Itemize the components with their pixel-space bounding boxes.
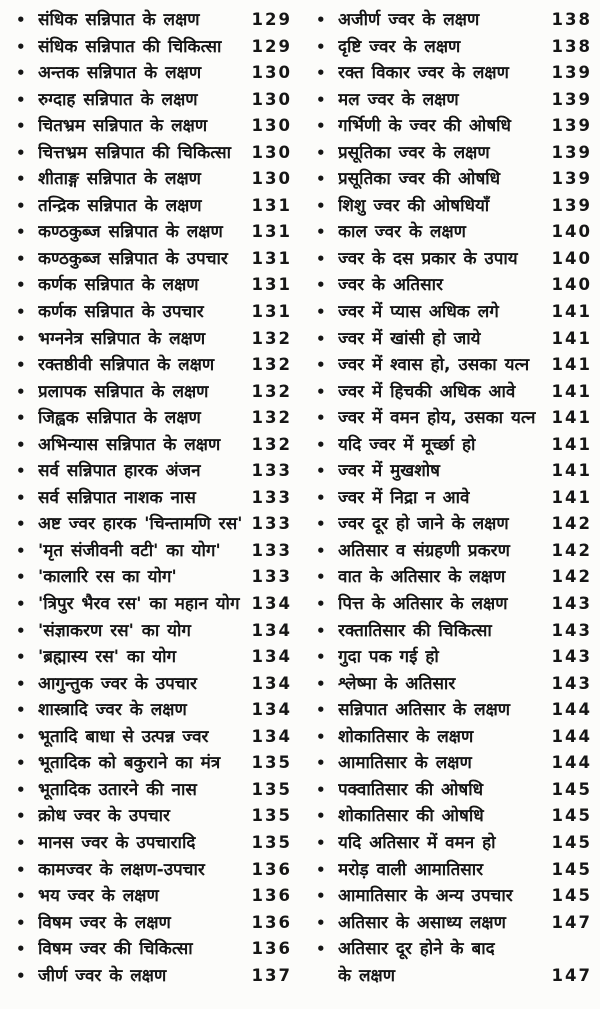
toc-entry: [14, 830, 292, 857]
toc-entry: [314, 379, 592, 406]
bullet-icon: •: [316, 117, 326, 136]
toc-entry-title: चित्तभ्रम सन्निपात की चिकित्सा: [38, 142, 232, 163]
bullet-icon: •: [316, 541, 326, 560]
toc-entry-title: कामज्वर के लक्षण-उपचार: [38, 859, 205, 880]
toc-entry: [314, 857, 592, 884]
toc-entry-page: 142: [551, 514, 592, 534]
bullet-icon: •: [316, 807, 326, 826]
toc-entry: [314, 326, 592, 353]
toc-entry-page: 136: [251, 886, 292, 906]
toc-entry: [14, 750, 292, 777]
toc-right-column: [314, 7, 592, 1009]
toc-entry: [14, 34, 292, 61]
bullet-icon: •: [316, 488, 326, 507]
toc-entry: [314, 60, 592, 87]
toc-entry: [14, 352, 292, 379]
toc-entry-page: 141: [551, 381, 592, 401]
toc-entry-page: 141: [551, 328, 592, 348]
toc-entry: [314, 272, 592, 299]
toc-entry: [14, 511, 292, 538]
toc-entry-page: 135: [251, 832, 292, 852]
toc-entry-page: 144: [551, 700, 592, 720]
toc-entry-title: शोकातिसार की ओषधि: [338, 806, 484, 827]
toc-entry: [14, 432, 292, 459]
toc-entry: [14, 618, 292, 645]
bullet-icon: •: [316, 462, 326, 481]
toc-entry-page: 144: [551, 753, 592, 773]
toc-entry-title: मानस ज्वर के उपचारादि: [38, 832, 196, 853]
toc-entry-page: 130: [251, 169, 292, 189]
bullet-icon: •: [316, 833, 326, 852]
bullet-icon: •: [16, 595, 26, 614]
bullet-icon: •: [16, 541, 26, 560]
toc-entry-title: ज्वर में हिचकी अधिक आवे: [338, 381, 516, 402]
toc-entry-title: जीर्ण ज्वर के लक्षण: [38, 965, 167, 986]
bullet-icon: •: [316, 913, 326, 932]
toc-entry-title: संधिक सन्निपात की चिकित्सा: [38, 36, 222, 57]
toc-entry: [314, 458, 592, 485]
bullet-icon: •: [316, 276, 326, 295]
bullet-icon: •: [16, 90, 26, 109]
bullet-icon: •: [16, 303, 26, 322]
toc-entry-page: 131: [251, 195, 292, 215]
toc-entry-title: सन्निपात अतिसार के लक्षण: [338, 700, 511, 721]
toc-entry: [314, 750, 592, 777]
toc-entry: [314, 432, 592, 459]
toc-entry-title: 'ब्रह्मास्य रस' का योग: [38, 647, 177, 668]
toc-entry: [14, 166, 292, 193]
toc-entry: [14, 113, 292, 140]
toc-entry-page: 139: [551, 63, 592, 83]
toc-entry-page: 136: [251, 939, 292, 959]
toc-entry-title: भूतादिक को बकुराने का मंत्र: [38, 753, 221, 774]
toc-entry-title: चितभ्रम सन्निपात के लक्षण: [38, 116, 208, 137]
bullet-icon: •: [316, 90, 326, 109]
toc-entry: [14, 697, 292, 724]
toc-entry: [14, 87, 292, 114]
bullet-icon: •: [316, 701, 326, 720]
toc-entry-title: तन्द्रिक सन्निपात के लक्षण: [38, 195, 202, 216]
toc-entry-title: अतिसार के असाध्य लक्षण: [338, 912, 506, 933]
toc-entry-title: मरोड़ वाली आमातिसार: [338, 859, 484, 880]
bullet-icon: •: [316, 64, 326, 83]
bullet-icon: •: [316, 595, 326, 614]
toc-entry-title: 'त्रिपुर भैरव रस' का महान योग: [38, 594, 240, 615]
bullet-icon: •: [16, 356, 26, 375]
bullet-icon: •: [16, 488, 26, 507]
bullet-icon: •: [316, 727, 326, 746]
toc-entry-title: यदि अतिसार में वमन हो: [338, 832, 496, 853]
toc-entry-title: शोकातिसार के लक्षण: [338, 726, 474, 747]
bullet-icon: •: [316, 648, 326, 667]
toc-entry: [314, 113, 592, 140]
toc-entry-page: 129: [251, 10, 292, 29]
toc-entry-title: प्रलापक सन्निपात के लक्षण: [38, 381, 209, 402]
toc-entry: [314, 34, 592, 61]
toc-entry-title: ज्वर में निद्रा न आवे: [338, 487, 470, 508]
toc-entry-page: 130: [251, 89, 292, 109]
toc-entry: [314, 352, 592, 379]
toc-entry: [314, 564, 592, 591]
bullet-icon: •: [316, 568, 326, 587]
toc-entry-page: 139: [551, 116, 592, 136]
toc-entry-page: 140: [551, 275, 592, 295]
bullet-icon: •: [16, 170, 26, 189]
bullet-icon: •: [16, 64, 26, 83]
toc-entry-page: 142: [551, 567, 592, 587]
toc-left-column: [14, 7, 292, 1009]
bullet-icon: •: [316, 170, 326, 189]
toc-entry: [314, 219, 592, 246]
bullet-icon: •: [16, 382, 26, 401]
toc-entry: [14, 246, 292, 273]
toc-entry: [314, 963, 592, 990]
toc-entry-title: कर्णक सन्निपात के लक्षण: [38, 275, 199, 296]
toc-entry-page: 132: [251, 381, 292, 401]
bullet-icon: •: [316, 860, 326, 879]
bullet-icon: •: [16, 966, 26, 985]
bullet-icon: •: [16, 37, 26, 56]
toc-entry-title: रक्तातिसार की चिकित्सा: [338, 620, 492, 641]
bullet-icon: •: [16, 143, 26, 162]
toc-entry-page: 141: [551, 355, 592, 375]
toc-entry-title: विषम ज्वर की चिकित्सा: [38, 939, 193, 960]
bullet-icon: •: [316, 329, 326, 348]
bullet-icon: •: [316, 435, 326, 454]
toc-entry-page: 130: [251, 63, 292, 83]
toc-entry-title: मल ज्वर के लक्षण: [338, 89, 459, 110]
bullet-icon: •: [16, 568, 26, 587]
toc-entry-page: 145: [551, 886, 592, 906]
toc-entry-page: 137: [251, 965, 292, 985]
toc-entry-title: विषम ज्वर के लक्षण: [38, 912, 171, 933]
toc-entry-title: रक्तष्ठीवी सन्निपात के लक्षण: [38, 355, 215, 376]
toc-entry: [314, 910, 592, 937]
toc-entry-title: शीताङ्ग सन्निपात के लक्षण: [38, 169, 201, 190]
toc-entry-page: 140: [551, 248, 592, 268]
toc-entry-title: पक्वातिसार की ओषधि: [338, 779, 484, 800]
toc-entry-page: 134: [251, 594, 292, 614]
toc-entry-title: आगुन्तुक ज्वर के उपचार: [38, 673, 197, 694]
toc-entry-page: 131: [251, 222, 292, 242]
bullet-icon: •: [16, 833, 26, 852]
toc-entry: [14, 857, 292, 884]
bullet-icon: •: [16, 940, 26, 959]
toc-entry-title: शास्त्रादि ज्वर के लक्षण: [38, 700, 187, 721]
toc-entry-title: भूतादि बाधा से उत्पन्न ज्वर: [38, 726, 209, 747]
bullet-icon: •: [316, 196, 326, 215]
toc-entry-page: 141: [551, 434, 592, 454]
toc-entry-title: कर्णक सन्निपात के उपचार: [38, 302, 204, 323]
toc-entry-title: के लक्षण: [338, 965, 395, 986]
bullet-icon: •: [16, 727, 26, 746]
toc-entry-title: अतिसार दूर होने के बाद: [338, 939, 495, 960]
toc-entry-page: 132: [251, 408, 292, 428]
toc-entry: [314, 7, 592, 34]
toc-entry-title: ज्वर के दस प्रकार के उपाय: [338, 248, 518, 269]
bullet-icon: •: [316, 303, 326, 322]
bullet-icon: •: [16, 462, 26, 481]
toc-entry-page: 141: [551, 461, 592, 481]
toc-entry-page: 140: [551, 222, 592, 242]
toc-entry-page: 133: [251, 514, 292, 534]
toc-entry-title: 'संज्ञाकरण रस' का योग: [38, 620, 191, 641]
toc-entry: [14, 140, 292, 167]
toc-entry: [314, 591, 592, 618]
bullet-icon: •: [16, 887, 26, 906]
toc-entry: [14, 272, 292, 299]
toc-entry-page: 134: [251, 647, 292, 667]
bullet-icon: •: [16, 621, 26, 640]
toc-entry-page: 145: [551, 832, 592, 852]
toc-entry: [314, 87, 592, 114]
toc-entry-title: 'मृत संजीवनी वटी' का योग': [38, 540, 221, 561]
toc-entry: [14, 724, 292, 751]
toc-entry-page: 132: [251, 355, 292, 375]
bullet-icon: •: [316, 11, 326, 29]
toc-entry-title: भय ज्वर के लक्षण: [38, 886, 159, 907]
toc-entry: [14, 883, 292, 910]
bullet-icon: •: [316, 887, 326, 906]
toc-entry-title: काल ज्वर के लक्षण: [338, 222, 466, 243]
toc-entry: [314, 883, 592, 910]
toc-entry-page: 130: [251, 142, 292, 162]
toc-entry: [14, 936, 292, 963]
toc-entry-title: ज्वर दूर हो जाने के लक्षण: [338, 514, 509, 535]
toc-entry-title: भग्ननेत्र सन्निपात के लक्षण: [38, 328, 206, 349]
toc-entry-page: 138: [551, 36, 592, 56]
bullet-icon: •: [16, 329, 26, 348]
bullet-icon: •: [16, 860, 26, 879]
toc-entry-page: 143: [551, 594, 592, 614]
toc-entry-page: 132: [251, 434, 292, 454]
toc-entry: [314, 697, 592, 724]
toc-entry-title: क्रोध ज्वर के उपचार: [38, 806, 170, 827]
toc-entry: [14, 538, 292, 565]
bullet-icon: •: [16, 11, 26, 29]
toc-entry-page: 141: [551, 408, 592, 428]
toc-entry-page: 133: [251, 461, 292, 481]
toc-entry: [14, 299, 292, 326]
bullet-icon: •: [316, 515, 326, 534]
toc-entry: [14, 644, 292, 671]
toc-entry: [14, 777, 292, 804]
toc-entry: [314, 246, 592, 273]
toc-entry-title: कण्ठकुब्ज सन्निपात के लक्षण: [38, 222, 223, 243]
toc-entry-page: 143: [551, 647, 592, 667]
toc-entry: [314, 671, 592, 698]
toc-entry-page: 134: [251, 700, 292, 720]
bullet-icon: •: [316, 37, 326, 56]
toc-entry-title: सर्व सन्निपात नाशक नास: [38, 487, 196, 508]
toc-entry-title: ज्वर में श्वास हो, उसका यत्न: [338, 355, 530, 376]
toc-entry-title: सर्व सन्निपात हारक अंजन: [38, 461, 201, 482]
toc-entry-title: दृष्टि ज्वर के लक्षण: [338, 36, 461, 57]
toc-entry-title: अतिसार व संग्रहणी प्रकरण: [338, 540, 510, 561]
bullet-icon: •: [316, 223, 326, 242]
toc-entry-page: 142: [551, 540, 592, 560]
toc-entry: [14, 60, 292, 87]
bullet-icon: •: [316, 143, 326, 162]
bullet-icon: •: [316, 382, 326, 401]
toc-entry-title: आमातिसार के लक्षण: [338, 753, 472, 774]
bullet-icon: •: [16, 648, 26, 667]
toc-entry: [14, 591, 292, 618]
bullet-icon: •: [316, 409, 326, 428]
toc-entry: [314, 724, 592, 751]
toc-entry: [14, 326, 292, 353]
toc-entry-page: 134: [251, 726, 292, 746]
toc-entry: [314, 803, 592, 830]
toc-entry-title: ज्वर के अतिसार: [338, 275, 443, 296]
toc-entry-title: ज्वर में वमन होय, उसका यत्न: [338, 408, 536, 429]
bullet-icon: •: [16, 515, 26, 534]
toc-entry: [314, 140, 592, 167]
toc-entry-title: भूतादिक उतारने की नास: [38, 779, 197, 800]
toc-entry: [14, 564, 292, 591]
toc-entry-page: 129: [251, 36, 292, 56]
bullet-icon: •: [16, 249, 26, 268]
toc-entry-title: गुदा पक गई हो: [338, 647, 439, 668]
toc-entry: [314, 830, 592, 857]
bullet-icon: •: [16, 276, 26, 295]
bullet-icon: •: [16, 674, 26, 693]
toc-entry-page: 147: [551, 965, 592, 985]
toc-entry: [14, 379, 292, 406]
toc-entry-page: 144: [551, 726, 592, 746]
toc-entry-title: 'कालारि रस का योग': [38, 567, 177, 588]
toc-entry-title: ज्वर में खांसी हो जाये: [338, 328, 481, 349]
toc-entry-title: गर्भिणी के ज्वर की ओषधि: [338, 116, 512, 137]
toc-entry-page: 139: [551, 142, 592, 162]
toc-entry-title: ज्वर में प्यास अधिक लगे: [338, 302, 499, 323]
toc-entry-page: 145: [551, 806, 592, 826]
toc-entry-title: रक्त विकार ज्वर के लक्षण: [338, 63, 509, 84]
toc-entry-title: यदि ज्वर में मूर्च्छा हो: [338, 434, 476, 455]
toc-entry-title: प्रसूतिका ज्वर की ओषधि: [338, 169, 501, 190]
bullet-icon: •: [16, 807, 26, 826]
toc-entry-title: अजीर्ण ज्वर के लक्षण: [338, 10, 480, 30]
toc-entry-title: अष्ट ज्वर हारक 'चिन्तामणि रस': [38, 514, 243, 535]
toc-entry: [14, 671, 292, 698]
toc-entry: [14, 963, 292, 990]
toc-entry-page: 136: [251, 912, 292, 932]
toc-entry-title: संधिक सन्निपात के लक्षण: [38, 10, 200, 30]
toc-entry-page: 143: [551, 673, 592, 693]
toc-entry: [314, 405, 592, 432]
toc-entry: [14, 219, 292, 246]
toc-entry-title: कण्ठकुब्ज सन्निपात के उपचार: [38, 248, 228, 269]
toc-entry: [314, 299, 592, 326]
toc-entry: [14, 7, 292, 34]
toc-entry-title: श्लेष्मा के अतिसार: [338, 673, 456, 694]
bullet-icon: •: [16, 409, 26, 428]
bullet-icon: •: [16, 435, 26, 454]
toc-entry: [14, 485, 292, 512]
toc-entry-title: पित्त के अतिसार के लक्षण: [338, 594, 508, 615]
toc-entry-page: 139: [551, 89, 592, 109]
toc-entry: [14, 405, 292, 432]
toc-entry-page: 133: [251, 487, 292, 507]
bullet-icon: •: [16, 223, 26, 242]
toc-entry: [14, 803, 292, 830]
toc-entry-page: 135: [251, 753, 292, 773]
bullet-icon: •: [16, 117, 26, 136]
toc-entry-page: 145: [551, 859, 592, 879]
toc-entry-page: 141: [551, 302, 592, 322]
bullet-icon: •: [316, 621, 326, 640]
toc-entry: [314, 644, 592, 671]
toc-entry-title: प्रसूतिका ज्वर के लक्षण: [338, 142, 490, 163]
toc-entry-page: 133: [251, 540, 292, 560]
toc-entry: [14, 910, 292, 937]
toc-entry: [14, 193, 292, 220]
toc-entry-title: अभिन्यास सन्निपात के लक्षण: [38, 434, 221, 455]
bullet-icon: •: [316, 780, 326, 799]
toc-entry-page: 136: [251, 859, 292, 879]
toc-entry: [314, 618, 592, 645]
toc-entry-title: रुग्दाह सन्निपात के लक्षण: [38, 89, 198, 110]
bullet-icon: •: [316, 674, 326, 693]
bullet-icon: •: [316, 249, 326, 268]
toc-entry-page: 133: [251, 567, 292, 587]
toc-entry-page: 138: [551, 10, 592, 29]
bullet-icon: •: [316, 356, 326, 375]
toc-entry-title: जिह्वक सन्निपात के लक्षण: [38, 408, 201, 429]
bullet-icon: •: [16, 754, 26, 773]
toc-entry: [314, 936, 592, 963]
toc-entry-title: आमातिसार के अन्य उपचार: [338, 886, 513, 907]
toc-entry-page: 132: [251, 328, 292, 348]
bullet-icon: •: [316, 940, 326, 959]
bullet-icon: •: [16, 196, 26, 215]
toc-entry-page: 134: [251, 673, 292, 693]
toc-entry-page: 143: [551, 620, 592, 640]
bullet-icon: •: [316, 754, 326, 773]
toc-entry-title: अन्तक सन्निपात के लक्षण: [38, 63, 202, 84]
toc-entry-page: 135: [251, 779, 292, 799]
toc-entry-page: 130: [251, 116, 292, 136]
toc-entry-page: 131: [251, 275, 292, 295]
toc-entry: [314, 193, 592, 220]
toc-entry-page: 145: [551, 779, 592, 799]
bullet-icon: •: [16, 780, 26, 799]
toc-entry: [314, 538, 592, 565]
toc-entry-page: 134: [251, 620, 292, 640]
toc-entry-title: वात के अतिसार के लक्षण: [338, 567, 506, 588]
toc-entry-title: शिशु ज्वर की ओषधियाँ: [338, 195, 490, 216]
toc-entry-page: 139: [551, 195, 592, 215]
bullet-icon: •: [16, 701, 26, 720]
toc-entry: [314, 485, 592, 512]
toc-entry: [314, 511, 592, 538]
toc-entry: [314, 166, 592, 193]
toc-entry: [14, 458, 292, 485]
toc-entry-page: 147: [551, 912, 592, 932]
toc-entry-page: 131: [251, 248, 292, 268]
toc-entry-page: 141: [551, 487, 592, 507]
bullet-icon: •: [16, 913, 26, 932]
toc-entry: [314, 777, 592, 804]
toc-entry-page: 131: [251, 302, 292, 322]
toc-entry-page: 139: [551, 169, 592, 189]
toc-entry-title: ज्वर में मुखशोष: [338, 461, 440, 482]
toc-entry-page: 135: [251, 806, 292, 826]
